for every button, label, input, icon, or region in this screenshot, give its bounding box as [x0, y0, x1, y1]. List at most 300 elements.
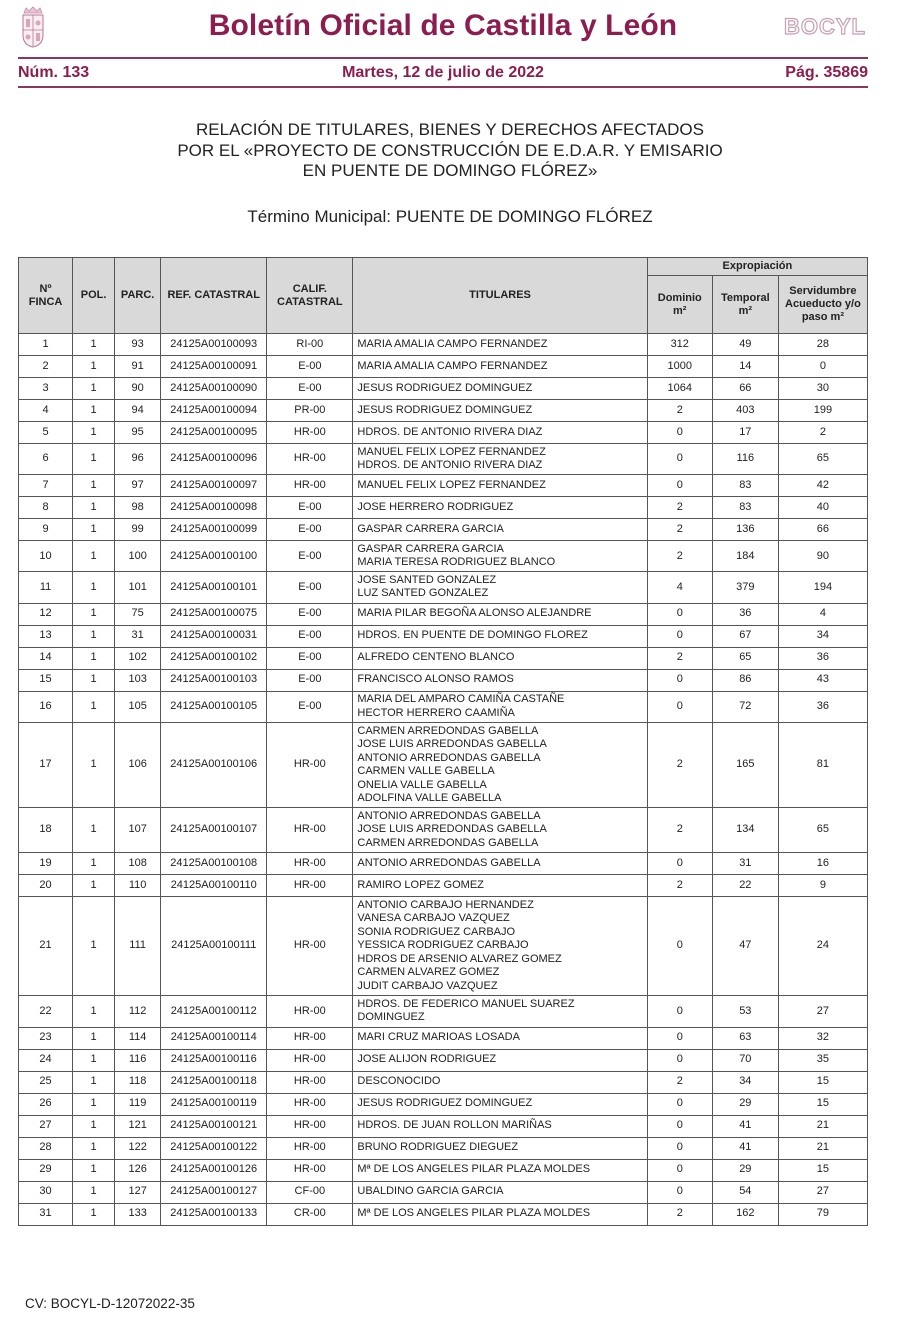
cell-ref: 24125A00100090	[161, 378, 267, 400]
cell-finca: 11	[19, 572, 73, 603]
table-row	[19, 1071, 868, 1093]
cell-servidumbre: 36	[778, 647, 867, 669]
cell-temporal: 22	[712, 875, 778, 897]
cell-dominio: 0	[647, 996, 712, 1027]
cell-parc: 116	[115, 1049, 161, 1071]
cell-servidumbre: 2	[778, 422, 867, 444]
municipality-label: Término Municipal: PUENTE DE DOMINGO FLÓREZ	[247, 207, 653, 226]
cell-parc: 121	[115, 1115, 161, 1137]
cell-servidumbre: 90	[778, 541, 867, 572]
cell-ref: 24125A00100100	[161, 541, 267, 572]
cell-titulares	[353, 1027, 647, 1049]
cell-titulares	[353, 722, 647, 808]
cell-titulares	[353, 625, 647, 647]
cell-dominio: 0	[647, 475, 712, 497]
cell-servidumbre: 9	[778, 875, 867, 897]
cell-parc: 114	[115, 1027, 161, 1049]
cell-calif: HR-00	[267, 1027, 353, 1049]
cell-finca: 15	[19, 669, 73, 691]
cell-pol: 1	[73, 1071, 115, 1093]
cell-temporal: 54	[712, 1181, 778, 1203]
cell-dominio: 0	[647, 625, 712, 647]
cell-finca: 25	[19, 1071, 73, 1093]
titular-name: JESUS RODRIGUEZ DOMINGUEZ	[357, 381, 533, 394]
affected-properties-table	[18, 257, 868, 1226]
cell-calif: HR-00	[267, 1137, 353, 1159]
cell-pol: 1	[73, 808, 115, 853]
cell-temporal: 41	[712, 1115, 778, 1137]
cell-pol: 1	[73, 647, 115, 669]
titular-name: GASPAR CARRERA GARCIA	[357, 542, 504, 555]
cell-titulares	[353, 1203, 647, 1225]
cell-servidumbre: 43	[778, 669, 867, 691]
titular-name: HDROS. EN PUENTE DE DOMINGO FLOREZ	[357, 629, 588, 642]
titular-name: JOSE SANTED GONZALEZ	[357, 573, 497, 586]
cell-dominio: 312	[647, 334, 712, 356]
cell-parc: 110	[115, 875, 161, 897]
cell-temporal: 47	[712, 897, 778, 996]
cell-pol: 1	[73, 572, 115, 603]
titular-name: ALFREDO CENTENO BLANCO	[357, 651, 515, 664]
cell-temporal: 41	[712, 1137, 778, 1159]
cell-servidumbre: 30	[778, 378, 867, 400]
cell-finca: 3	[19, 378, 73, 400]
table-row	[19, 996, 868, 1027]
table-row	[19, 541, 868, 572]
cell-dominio: 2	[647, 875, 712, 897]
cell-pol: 1	[73, 378, 115, 400]
cell-servidumbre: 15	[778, 1159, 867, 1181]
cell-titulares	[353, 897, 647, 996]
cell-calif: E-00	[267, 647, 353, 669]
cell-temporal: 403	[712, 400, 778, 422]
cell-calif: HR-00	[267, 1071, 353, 1093]
cell-ref: 24125A00100101	[161, 572, 267, 603]
cell-parc: 107	[115, 808, 161, 853]
cell-servidumbre: 28	[778, 334, 867, 356]
cell-ref: 24125A00100133	[161, 1203, 267, 1225]
cell-parc: 90	[115, 378, 161, 400]
cell-titulares	[353, 541, 647, 572]
cell-pol: 1	[73, 334, 115, 356]
cell-servidumbre: 199	[778, 400, 867, 422]
header-titulares: TITULARES	[353, 258, 647, 334]
titular-name: UBALDINO GARCIA GARCIA	[357, 1185, 504, 1198]
cell-pol: 1	[73, 722, 115, 808]
cell-titulares	[353, 669, 647, 691]
cell-pol: 1	[73, 669, 115, 691]
cell-dominio: 0	[647, 603, 712, 625]
cell-parc: 98	[115, 497, 161, 519]
cell-titulares	[353, 334, 647, 356]
cell-calif: CF-00	[267, 1181, 353, 1203]
issue-date: Martes, 12 de julio de 2022	[342, 64, 544, 81]
titular-name: MARIA PILAR BEGOÑA ALONSO ALEJANDRE	[357, 607, 592, 620]
cell-finca: 14	[19, 647, 73, 669]
cell-titulares	[353, 356, 647, 378]
cell-temporal: 83	[712, 497, 778, 519]
titular-name: CARMEN ALVAREZ GOMEZ	[357, 966, 500, 979]
cell-dominio: 2	[647, 808, 712, 853]
cell-temporal: 53	[712, 996, 778, 1027]
cell-calif: HR-00	[267, 1159, 353, 1181]
cell-dominio: 1064	[647, 378, 712, 400]
cell-titulares	[353, 1159, 647, 1181]
cell-dominio: 0	[647, 1093, 712, 1115]
cell-dominio: 2	[647, 519, 712, 541]
cell-servidumbre: 27	[778, 996, 867, 1027]
cell-pol: 1	[73, 1049, 115, 1071]
header-temporal: Temporal m²	[712, 276, 778, 334]
cell-temporal: 70	[712, 1049, 778, 1071]
cell-titulares	[353, 1181, 647, 1203]
cell-titulares	[353, 875, 647, 897]
titular-name: JESUS RODRIGUEZ DOMINGUEZ	[357, 1097, 533, 1110]
cell-temporal: 31	[712, 853, 778, 875]
cell-parc: 119	[115, 1093, 161, 1115]
cell-finca: 29	[19, 1159, 73, 1181]
cell-parc: 100	[115, 541, 161, 572]
cell-servidumbre: 4	[778, 603, 867, 625]
cell-temporal: 63	[712, 1027, 778, 1049]
titular-name: LUZ SANTED GONZALEZ	[357, 587, 489, 600]
bulletin-title: Boletín Oficial de Castilla y León	[208, 9, 678, 42]
cell-finca: 2	[19, 356, 73, 378]
verification-code: CV: BOCYL-D-12072022-35	[25, 1296, 195, 1311]
cell-dominio: 0	[647, 1049, 712, 1071]
cell-parc: 75	[115, 603, 161, 625]
cell-servidumbre: 65	[778, 808, 867, 853]
table-row	[19, 647, 868, 669]
cell-dominio: 2	[647, 1071, 712, 1093]
cell-calif: PR-00	[267, 400, 353, 422]
table-row	[19, 1049, 868, 1071]
table-row	[19, 1181, 868, 1203]
cell-pol: 1	[73, 541, 115, 572]
table-row	[19, 1159, 868, 1181]
cell-parc: 112	[115, 996, 161, 1027]
cell-parc: 31	[115, 625, 161, 647]
titular-name: MANUEL FELIX LOPEZ FERNANDEZ	[357, 478, 546, 491]
cell-titulares	[353, 1115, 647, 1137]
cell-titulares	[353, 808, 647, 853]
table-row	[19, 1203, 868, 1225]
cell-servidumbre: 32	[778, 1027, 867, 1049]
cell-servidumbre: 35	[778, 1049, 867, 1071]
table-row	[19, 572, 868, 603]
cell-dominio: 0	[647, 422, 712, 444]
cell-pol: 1	[73, 356, 115, 378]
cell-calif: E-00	[267, 497, 353, 519]
cell-calif: CR-00	[267, 1203, 353, 1225]
cell-calif: HR-00	[267, 853, 353, 875]
cell-calif: HR-00	[267, 808, 353, 853]
cell-temporal: 116	[712, 444, 778, 475]
cell-ref: 24125A00100114	[161, 1027, 267, 1049]
cell-titulares	[353, 519, 647, 541]
cell-pol: 1	[73, 1137, 115, 1159]
cell-titulares	[353, 853, 647, 875]
cell-dominio: 0	[647, 853, 712, 875]
cell-calif: HR-00	[267, 475, 353, 497]
cell-pol: 1	[73, 996, 115, 1027]
cell-dominio: 2	[647, 400, 712, 422]
titular-name: CARMEN ARREDONDAS GABELLA	[357, 836, 539, 849]
cell-calif: E-00	[267, 519, 353, 541]
cell-pol: 1	[73, 875, 115, 897]
table-row	[19, 669, 868, 691]
cell-dominio: 0	[647, 897, 712, 996]
cell-pol: 1	[73, 691, 115, 722]
titular-name: JUDIT CARBAJO VAZQUEZ	[357, 979, 498, 992]
document-title	[0, 120, 900, 182]
cell-finca: 30	[19, 1181, 73, 1203]
cell-calif: HR-00	[267, 444, 353, 475]
cell-pol: 1	[73, 497, 115, 519]
cell-pol: 1	[73, 400, 115, 422]
titular-name: ADOLFINA VALLE GABELLA	[357, 792, 502, 805]
cell-temporal: 86	[712, 669, 778, 691]
cell-pol: 1	[73, 1159, 115, 1181]
titular-name: MARIA TERESA RODRIGUEZ BLANCO	[357, 556, 556, 569]
cell-calif: HR-00	[267, 996, 353, 1027]
cell-titulares	[353, 444, 647, 475]
table-body	[19, 334, 868, 1226]
cell-ref: 24125A00100075	[161, 603, 267, 625]
titular-name: ANTONIO ARREDONDAS GABELLA	[357, 751, 541, 764]
cell-finca: 5	[19, 422, 73, 444]
cell-temporal: 17	[712, 422, 778, 444]
cell-servidumbre: 15	[778, 1093, 867, 1115]
cell-parc: 94	[115, 400, 161, 422]
cell-calif: E-00	[267, 572, 353, 603]
titular-name: MARIA AMALIA CAMPO FERNANDEZ	[357, 337, 548, 350]
cell-calif: RI-00	[267, 334, 353, 356]
cell-finca: 19	[19, 853, 73, 875]
document-title-line: POR EL «PROYECTO DE CONSTRUCCIÓN DE E.D.A.R. Y EMISARIO	[177, 140, 723, 160]
table-row	[19, 1115, 868, 1137]
cell-calif: E-00	[267, 603, 353, 625]
titular-name: ONELIA VALLE GABELLA	[357, 778, 487, 791]
cell-servidumbre: 40	[778, 497, 867, 519]
cell-servidumbre: 21	[778, 1115, 867, 1137]
cell-servidumbre: 79	[778, 1203, 867, 1225]
cell-ref: 24125A00100094	[161, 400, 267, 422]
titular-name: JOSE LUIS ARREDONDAS GABELLA	[357, 738, 547, 751]
cell-finca: 23	[19, 1027, 73, 1049]
cell-dominio: 0	[647, 1115, 712, 1137]
titular-name: YESSICA RODRIGUEZ CARBAJO	[357, 939, 529, 952]
table-row	[19, 875, 868, 897]
cell-finca: 10	[19, 541, 73, 572]
cell-calif: HR-00	[267, 722, 353, 808]
header-calif-catastral: CALIF. CATASTRAL	[267, 258, 353, 334]
table-row	[19, 808, 868, 853]
cell-calif: HR-00	[267, 875, 353, 897]
table-row	[19, 853, 868, 875]
titular-name: Mª DE LOS ANGELES PILAR PLAZA MOLDES	[357, 1163, 591, 1176]
cell-parc: 122	[115, 1137, 161, 1159]
cell-temporal: 65	[712, 647, 778, 669]
cell-dominio: 1000	[647, 356, 712, 378]
cell-servidumbre: 24	[778, 897, 867, 996]
cell-temporal: 162	[712, 1203, 778, 1225]
table-row	[19, 625, 868, 647]
cell-titulares	[353, 1137, 647, 1159]
table-row	[19, 334, 868, 356]
cell-servidumbre: 27	[778, 1181, 867, 1203]
cell-pol: 1	[73, 475, 115, 497]
titular-name: ANTONIO ARREDONDAS GABELLA	[357, 809, 541, 822]
cell-servidumbre: 66	[778, 519, 867, 541]
titular-name: CARMEN ARREDONDAS GABELLA	[357, 724, 539, 737]
cell-titulares	[353, 422, 647, 444]
titular-name: SONIA RODRIGUEZ CARBAJO	[357, 925, 516, 938]
table-row	[19, 1137, 868, 1159]
titular-name: MARIA AMALIA CAMPO FERNANDEZ	[357, 359, 548, 372]
cell-ref: 24125A00100095	[161, 422, 267, 444]
cell-calif: E-00	[267, 691, 353, 722]
page-number: Pág. 35869	[785, 64, 868, 81]
titular-name: Mª DE LOS ANGELES PILAR PLAZA MOLDES	[357, 1207, 591, 1220]
titular-name: BRUNO RODRIGUEZ DIEGUEZ	[357, 1141, 519, 1154]
titular-name: MARIA DEL AMPARO CAMIÑA CASTAÑE	[357, 693, 565, 706]
cell-ref: 24125A00100126	[161, 1159, 267, 1181]
cell-calif: HR-00	[267, 1049, 353, 1071]
cell-titulares	[353, 603, 647, 625]
cell-finca: 31	[19, 1203, 73, 1225]
cell-parc: 102	[115, 647, 161, 669]
titular-name: JOSE ALIJON RODRIGUEZ	[357, 1053, 497, 1066]
cell-titulares	[353, 378, 647, 400]
cell-finca: 8	[19, 497, 73, 519]
cell-ref: 24125A00100099	[161, 519, 267, 541]
table-row	[19, 519, 868, 541]
titular-name: FRANCISCO ALONSO RAMOS	[357, 673, 514, 686]
titular-name: HDROS. DE ANTONIO RIVERA DIAZ	[357, 459, 543, 472]
cell-parc: 106	[115, 722, 161, 808]
cell-servidumbre: 194	[778, 572, 867, 603]
titular-name: DESCONOCIDO	[357, 1075, 441, 1088]
cell-temporal: 67	[712, 625, 778, 647]
cell-finca: 27	[19, 1115, 73, 1137]
cell-finca: 24	[19, 1049, 73, 1071]
cell-parc: 96	[115, 444, 161, 475]
titular-name: HECTOR HERRERO CAAMIÑA	[357, 706, 515, 719]
cell-ref: 24125A00100098	[161, 497, 267, 519]
cell-titulares	[353, 1071, 647, 1093]
cell-dominio: 0	[647, 1181, 712, 1203]
cell-pol: 1	[73, 1027, 115, 1049]
cell-ref: 24125A00100108	[161, 853, 267, 875]
cell-ref: 24125A00100122	[161, 1137, 267, 1159]
bocyl-brand-logo: BOCYL	[784, 14, 866, 39]
cell-dominio: 0	[647, 1159, 712, 1181]
document-title-line: EN PUENTE DE DOMINGO FLÓREZ»	[302, 161, 598, 180]
cell-ref: 24125A00100096	[161, 444, 267, 475]
cell-ref: 24125A00100116	[161, 1049, 267, 1071]
cell-ref: 24125A00100112	[161, 996, 267, 1027]
cell-temporal: 66	[712, 378, 778, 400]
cell-ref: 24125A00100093	[161, 334, 267, 356]
titular-name: MANUEL FELIX LOPEZ FERNANDEZ	[357, 445, 546, 458]
cell-pol: 1	[73, 625, 115, 647]
cell-finca: 9	[19, 519, 73, 541]
cell-ref: 24125A00100119	[161, 1093, 267, 1115]
titular-name: JESUS RODRIGUEZ DOMINGUEZ	[357, 403, 533, 416]
cell-pol: 1	[73, 1203, 115, 1225]
cell-titulares	[353, 996, 647, 1027]
cell-calif: HR-00	[267, 897, 353, 996]
cell-pol: 1	[73, 444, 115, 475]
table-row	[19, 378, 868, 400]
table-row	[19, 497, 868, 519]
cell-temporal: 29	[712, 1093, 778, 1115]
cell-titulares	[353, 400, 647, 422]
cell-dominio: 0	[647, 691, 712, 722]
cell-parc: 127	[115, 1181, 161, 1203]
cell-pol: 1	[73, 519, 115, 541]
header-servidumbre: Servidumbre Acueducto y/o paso m²	[778, 276, 867, 334]
cell-temporal: 34	[712, 1071, 778, 1093]
table-row	[19, 722, 868, 808]
titular-name: JOSE HERRERO RODRIGUEZ	[357, 500, 514, 513]
cell-ref: 24125A00100111	[161, 897, 267, 996]
cell-finca: 18	[19, 808, 73, 853]
cell-servidumbre: 21	[778, 1137, 867, 1159]
cell-dominio: 2	[647, 647, 712, 669]
titular-name: HDROS. DE FEDERICO MANUEL SUAREZ	[357, 997, 575, 1010]
cell-titulares	[353, 647, 647, 669]
cell-parc: 101	[115, 572, 161, 603]
cell-dominio: 2	[647, 1203, 712, 1225]
titular-name: HDROS DE ARSENIO ALVAREZ GOMEZ	[357, 952, 562, 965]
cell-ref: 24125A00100091	[161, 356, 267, 378]
cell-parc: 126	[115, 1159, 161, 1181]
issue-number: Núm. 133	[18, 64, 90, 81]
cell-ref: 24125A00100118	[161, 1071, 267, 1093]
cell-ref: 24125A00100106	[161, 722, 267, 808]
cell-ref: 24125A00100110	[161, 875, 267, 897]
cell-pol: 1	[73, 603, 115, 625]
titular-name: ANTONIO CARBAJO HERNANDEZ	[357, 898, 534, 911]
cell-dominio: 2	[647, 497, 712, 519]
cell-temporal: 36	[712, 603, 778, 625]
cell-dominio: 2	[647, 541, 712, 572]
cell-titulares	[353, 572, 647, 603]
cell-pol: 1	[73, 422, 115, 444]
cell-parc: 133	[115, 1203, 161, 1225]
table-row	[19, 356, 868, 378]
cell-finca: 16	[19, 691, 73, 722]
cell-pol: 1	[73, 1115, 115, 1137]
cell-calif: HR-00	[267, 422, 353, 444]
header-expropiacion: Expropiación	[647, 258, 867, 276]
cell-parc: 111	[115, 897, 161, 996]
cell-dominio: 0	[647, 669, 712, 691]
cell-ref: 24125A00100031	[161, 625, 267, 647]
cell-calif: E-00	[267, 669, 353, 691]
cell-ref: 24125A00100097	[161, 475, 267, 497]
cell-finca: 22	[19, 996, 73, 1027]
titular-name: HDROS. DE JUAN ROLLON MARIÑAS	[357, 1119, 552, 1132]
cell-ref: 24125A00100127	[161, 1181, 267, 1203]
cell-servidumbre: 81	[778, 722, 867, 808]
cell-parc: 95	[115, 422, 161, 444]
header-dominio: Dominio m²	[647, 276, 712, 334]
cell-finca: 4	[19, 400, 73, 422]
header-ref-catastral: REF. CATASTRAL	[161, 258, 267, 334]
